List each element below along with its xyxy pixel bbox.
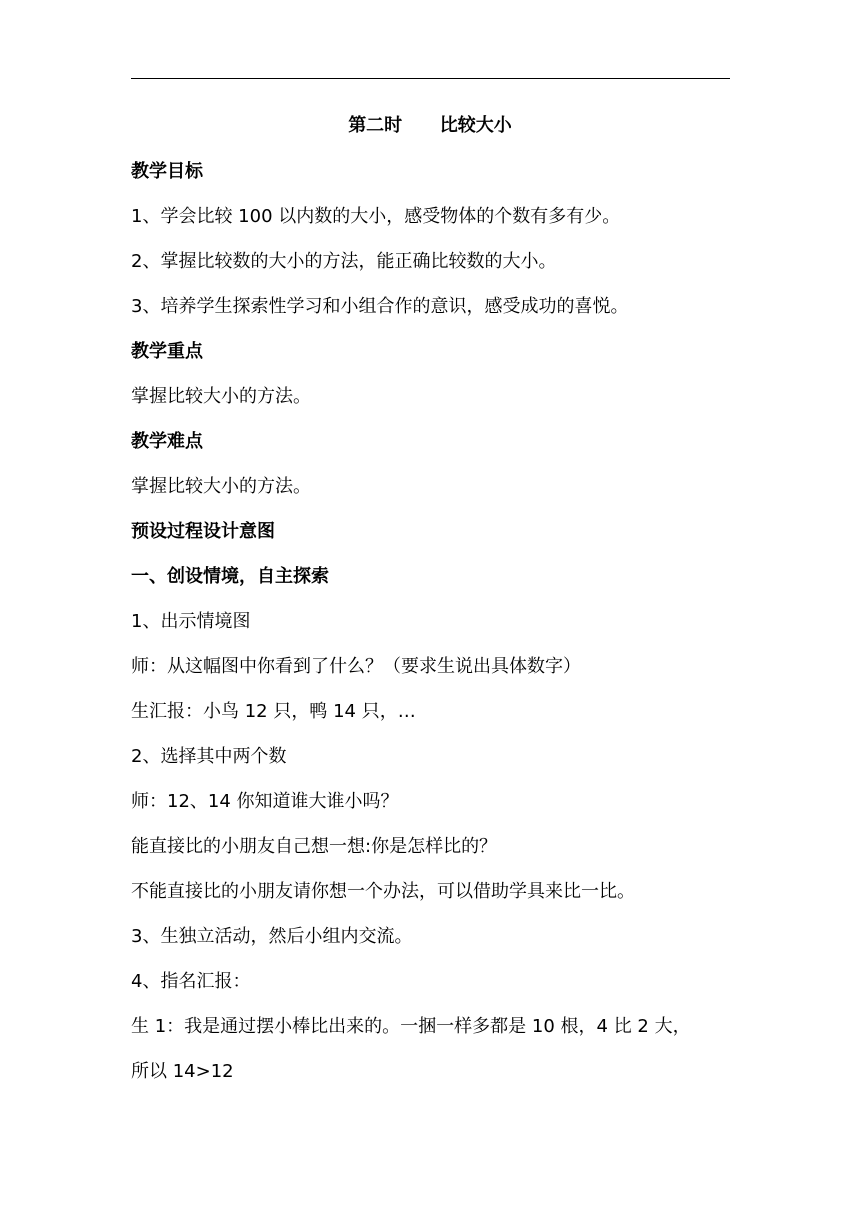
objective-3: 3、培养学生探索性学习和小组合作的意识，感受成功的喜悦。 [131, 296, 629, 317]
section-heading-difficulties: 教学难点 [131, 431, 203, 452]
instruction-1: 能直接比的小朋友自己想一想:你是怎样比的？ [131, 836, 498, 857]
teacher-question-2: 师：12、14 你知道谁大谁小吗？ [131, 791, 399, 812]
header-rule [131, 78, 730, 79]
section-heading-objectives: 教学目标 [131, 161, 203, 182]
student-report-1: 生汇报：小鸟 12 只，鸭 14 只，… [131, 701, 416, 722]
student-answer-1: 生 1：我是通过摆小棒比出来的。一捆一样多都是 10 根，4 比 2 大， [131, 1016, 691, 1037]
key-point-text: 掌握比较大小的方法。 [131, 386, 311, 407]
section-heading-part-one: 一、创设情境，自主探索 [131, 566, 329, 587]
section-heading-process: 预设过程设计意图 [131, 521, 275, 542]
instruction-2: 不能直接比的小朋友请你想一个办法，可以借助学具来比一比。 [131, 881, 635, 902]
step-3: 3、生独立活动，然后小组内交流。 [131, 926, 413, 947]
page-title: 第二时 比较大小 [348, 115, 512, 136]
step-4: 4、指名汇报： [131, 971, 251, 992]
step-2: 2、选择其中两个数 [131, 746, 287, 767]
section-heading-key-points: 教学重点 [131, 341, 203, 362]
objective-1: 1、学会比较 100 以内数的大小，感受物体的个数有多有少。 [131, 206, 621, 227]
step-1: 1、出示情境图 [131, 611, 251, 632]
teacher-question-1: 师：从这幅图中你看到了什么？（要求生说出具体数字） [131, 656, 581, 677]
objective-2: 2、掌握比较数的大小的方法，能正确比较数的大小。 [131, 251, 557, 272]
student-answer-1-cont: 所以 14>12 [131, 1061, 234, 1082]
difficulty-text: 掌握比较大小的方法。 [131, 476, 311, 497]
